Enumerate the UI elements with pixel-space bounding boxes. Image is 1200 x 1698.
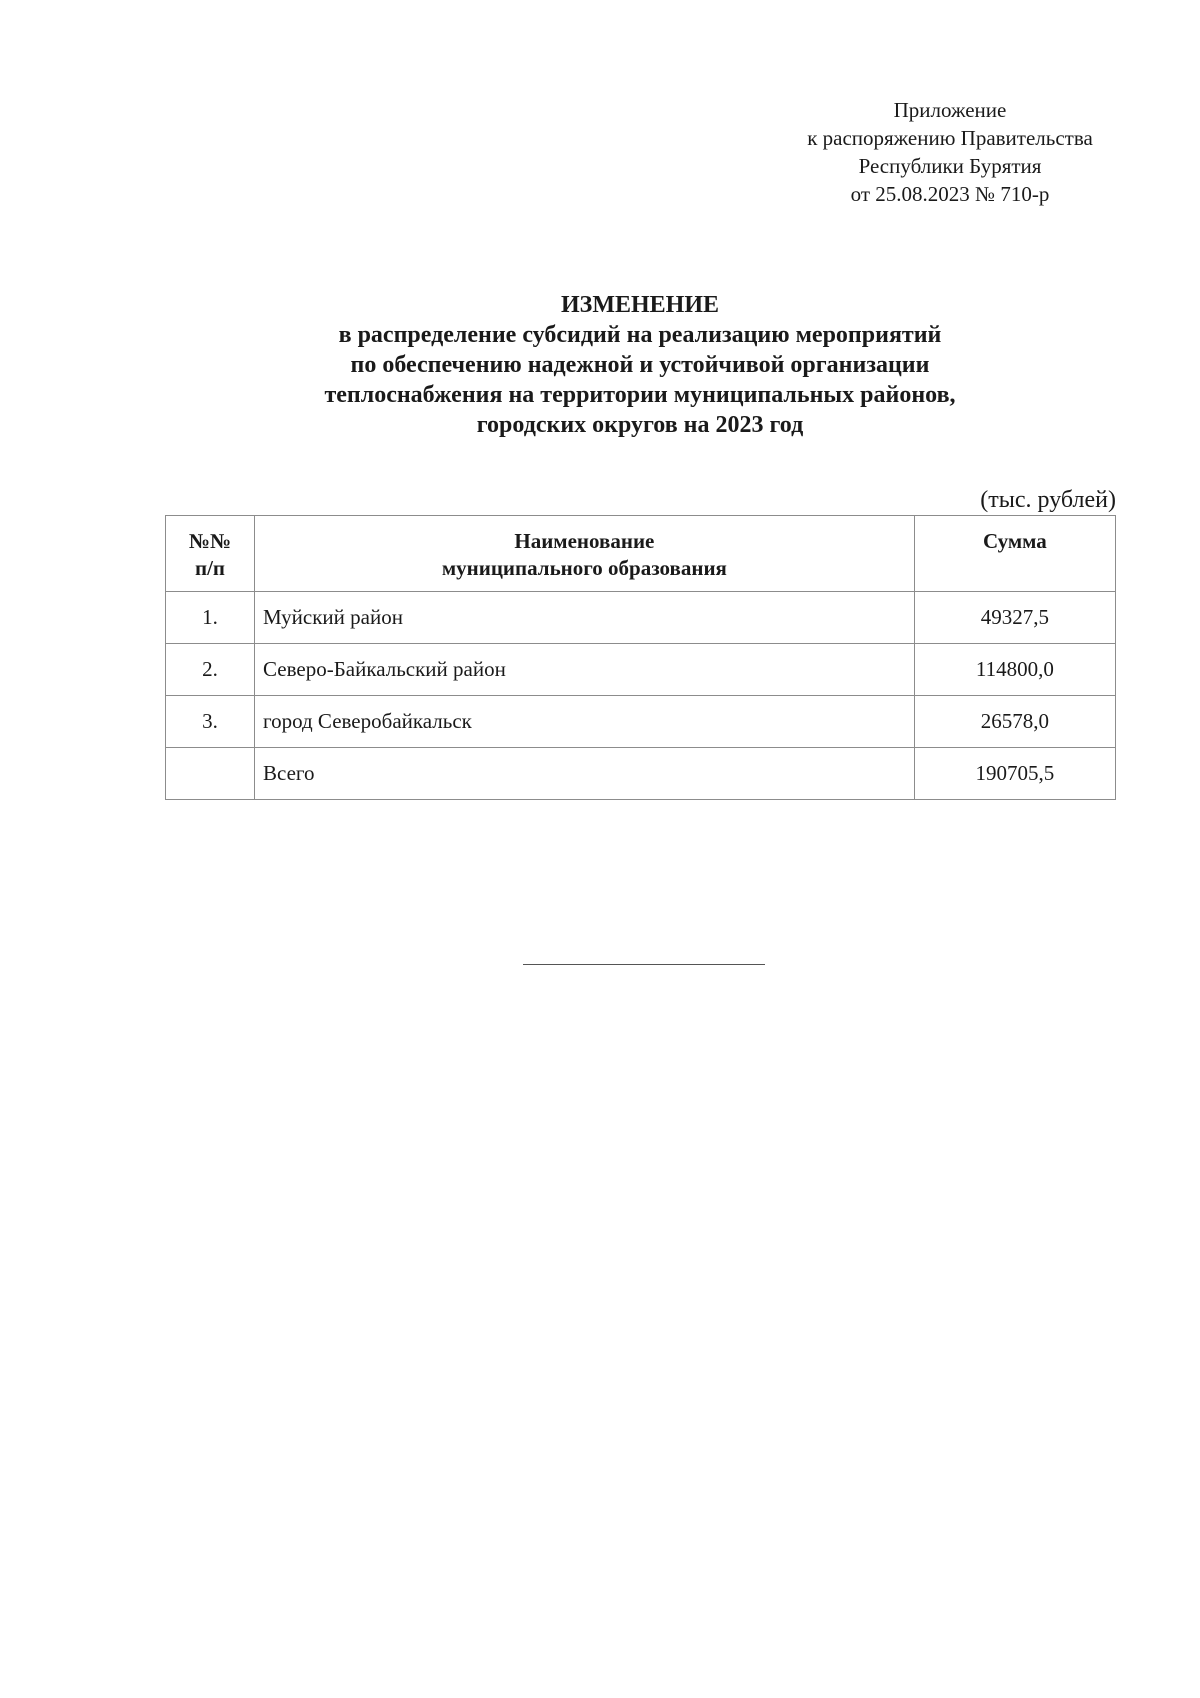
row-name: Северо-Байкальский район [255, 644, 915, 696]
row-sum: 190705,5 [914, 748, 1115, 800]
appendix-line: от 25.08.2023 № 710-р [850, 182, 1050, 206]
appendix-header [780, 96, 1120, 208]
row-sum: 49327,5 [914, 592, 1115, 644]
end-divider [523, 964, 765, 965]
table-header-row [166, 516, 1116, 592]
header-name-line2: муниципального образования [441, 556, 727, 580]
header-sum [914, 516, 1115, 592]
appendix-line: к распоряжению Правительства [807, 126, 1093, 150]
header-num-line2: п/п [194, 556, 226, 580]
header-sum-label: Сумма [982, 529, 1047, 553]
header-name-line1: Наименование [514, 529, 655, 553]
title-line: городских округов на 2023 год [476, 412, 804, 438]
document-title [165, 290, 1115, 440]
appendix-line: Приложение [893, 98, 1007, 122]
row-name: Муйский район [255, 592, 915, 644]
row-name: город Северобайкальск [255, 696, 915, 748]
row-num: 3. [166, 696, 255, 748]
table-total-row [166, 748, 1116, 800]
table-row [166, 644, 1116, 696]
header-num [166, 516, 255, 592]
title-line: теплоснабжения на территории муниципальных районов, [324, 382, 956, 408]
title-line: по обеспечению надежной и устойчивой организации [350, 352, 930, 378]
row-sum: 26578,0 [914, 696, 1115, 748]
row-sum: 114800,0 [914, 644, 1115, 696]
table-row [166, 696, 1116, 748]
table-row [166, 592, 1116, 644]
row-num [166, 748, 255, 800]
appendix-line: Республики Бурятия [858, 154, 1042, 178]
row-num: 2. [166, 644, 255, 696]
row-name: Всего [255, 748, 915, 800]
header-name [255, 516, 915, 592]
row-num: 1. [166, 592, 255, 644]
units-label: (тыс. рублей) [980, 487, 1116, 513]
header-num-line1: №№ [188, 529, 232, 553]
title-main: ИЗМЕНЕНИЕ [560, 292, 719, 318]
distribution-table [165, 515, 1116, 800]
title-line: в распределение субсидий на реализацию мероприятий [338, 322, 942, 348]
